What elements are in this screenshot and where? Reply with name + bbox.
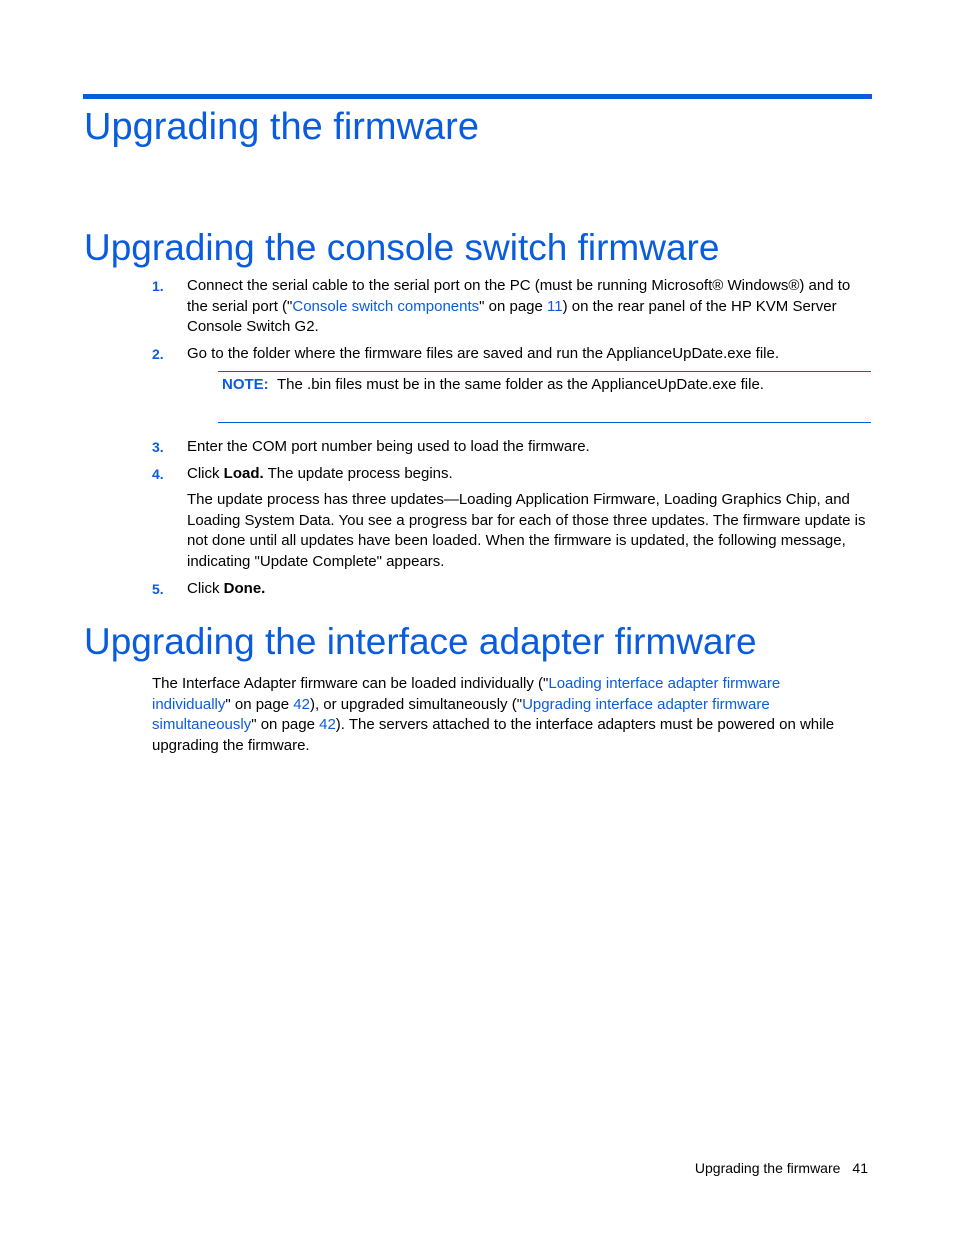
chapter-rule <box>83 94 872 99</box>
para-text: The Interface Adapter firmware can be loaded individually (" <box>152 675 549 692</box>
note-top-rule <box>218 371 871 372</box>
note-label: NOTE: <box>222 376 269 393</box>
link-console-switch-components[interactable]: Console switch components <box>292 297 480 315</box>
step-1-text <box>187 276 873 338</box>
step-number: 4. <box>152 466 164 482</box>
para-text: " on page <box>225 695 294 713</box>
link-loading-individually[interactable]: Loading interface adapter firmware individually <box>152 675 781 713</box>
note-bottom-rule <box>218 422 871 423</box>
step-text: Click <box>187 465 224 482</box>
step-text: Connect the serial cable to the serial port on the PC (must be running Microsoft® Windows®) and to the serial port (" <box>187 277 851 315</box>
step-text: The update process begins. <box>263 465 453 482</box>
section-title-interface-adapter: Upgrading the interface adapter firmware <box>84 621 757 662</box>
note-text: The .bin files must be in the same folder as the ApplianceUpDate.exe file. <box>277 376 764 393</box>
chapter-title: Upgrading the firmware <box>84 106 479 148</box>
step-number: 3. <box>152 439 164 455</box>
step-text: ) on the rear panel of the HP KVM Server Console Switch G2. <box>187 297 837 335</box>
step-4-text <box>187 464 873 485</box>
para-text: ). The servers attached to the interface adapters must be powered on while upgrading the firmware. <box>152 716 835 754</box>
page-footer <box>695 1158 868 1178</box>
ui-label-done: Done. <box>223 580 266 597</box>
ui-label-load: Load. <box>223 465 264 482</box>
link-page-42[interactable]: 42 <box>293 695 310 713</box>
step-5-text <box>187 579 873 600</box>
step-number: 1. <box>152 278 164 294</box>
page-number: 41 <box>852 1160 868 1176</box>
step-4-detail: The update process has three updates—Loading Application Firmware, Loading Graphics Chip, and Loading System Data. You see a progress bar for each of those three updates. The firmware update is not done until all updates have been loaded. When the firmware is updated, the following message, indicating "Update Complete" appears. <box>187 491 866 570</box>
footer-title: Upgrading the firmware <box>694 1160 841 1176</box>
section-title-console-switch: Upgrading the console switch firmware <box>84 227 720 268</box>
link-page-11[interactable]: 11 <box>547 297 563 315</box>
link-upgrading-simultaneously[interactable]: Upgrading interface adapter firmware simultaneously <box>152 695 770 733</box>
step-text: Click <box>187 580 224 597</box>
step-2-text: Go to the folder where the firmware files are saved and run the ApplianceUpDate.exe file. <box>187 345 779 362</box>
step-number: 5. <box>152 581 164 597</box>
para-text: ), or upgraded simultaneously (" <box>309 695 523 713</box>
interface-adapter-paragraph <box>152 674 862 756</box>
note-box <box>222 375 764 395</box>
step-number: 2. <box>152 346 164 362</box>
para-text: " on page <box>251 716 320 733</box>
step-3-text: Enter the COM port number being used to load the firmware. <box>187 438 590 455</box>
step-text: " on page <box>479 297 548 315</box>
link-page-42-b[interactable]: 42 <box>319 716 336 733</box>
